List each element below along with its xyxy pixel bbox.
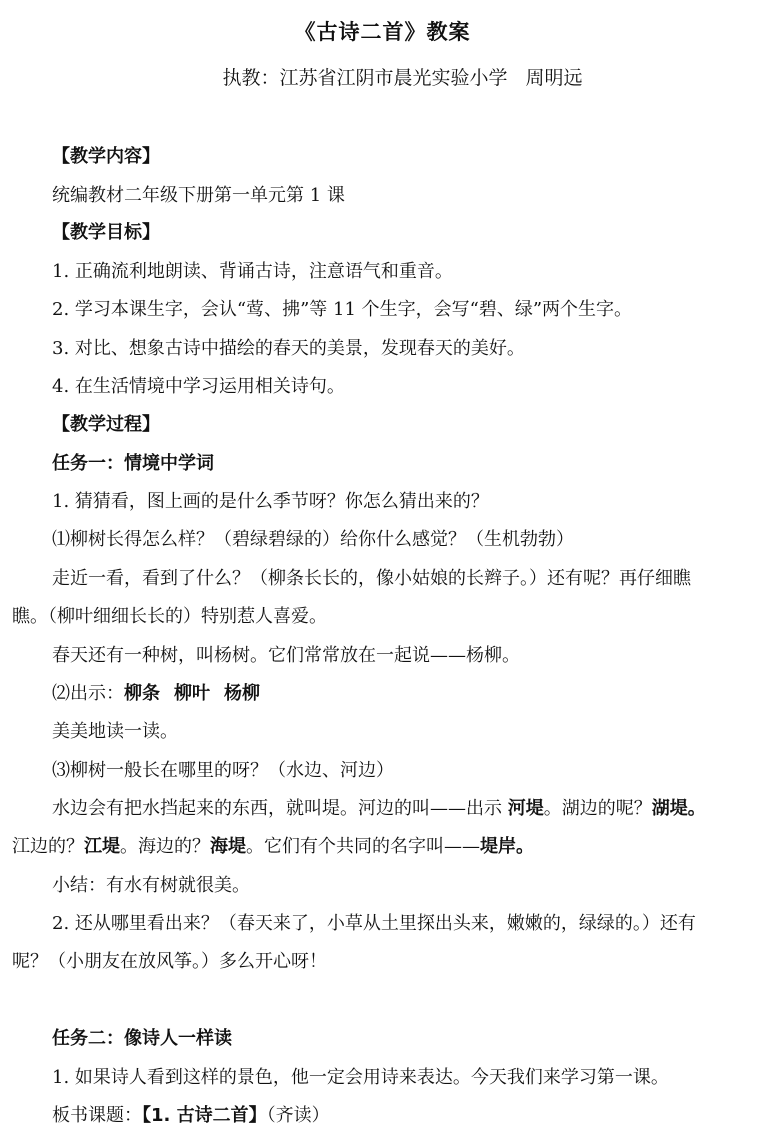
dike-text: 。海边的？ <box>120 836 210 857</box>
dike-term: 海堤 <box>210 836 246 857</box>
dike-term: 江堤 <box>84 836 120 857</box>
goal-item: 3. 对比、想象古诗中描绘的春天的美景，发现春天的美好。 <box>52 338 525 359</box>
goal-item: 2. 学习本课生字，会认“莺、拂”等 11 个生字，会写“碧、绿”两个生字。 <box>52 299 633 320</box>
show-label: ⑵出示： <box>52 683 124 704</box>
task1-heading: 任务一：情境中学词 <box>52 453 214 474</box>
read-instruction: 美美地读一读。 <box>52 721 178 742</box>
word-item: 杨柳 <box>224 683 260 704</box>
task1-question-2-line2: 呢？（小朋友在放风筝。）多么开心呀！ <box>12 951 327 972</box>
task2-heading: 任务二：像诗人一样读 <box>52 1028 232 1049</box>
author-line <box>0 63 765 90</box>
paragraph-willow-line2: 瞧。（柳叶细细长长的）特别惹人喜爱。 <box>12 606 327 627</box>
dike-line2 <box>12 835 534 859</box>
board-label: 板书课题： <box>52 1105 142 1126</box>
word-item: 柳叶 <box>174 683 210 704</box>
dike-text: 江边的？ <box>12 836 84 857</box>
word-item: 柳条 <box>124 683 160 704</box>
board-note: （齐读） <box>266 1105 330 1126</box>
paragraph-poplar: 春天还有一种树，叫杨树。它们常常放在一起说——杨柳。 <box>52 645 520 666</box>
dike-text: 水边会有把水挡起来的东西，就叫堤。河边的叫——出示 <box>52 798 508 819</box>
task1-question-2-line1: 2. 还从哪里看出来？（春天来了，小草从土里探出头来，嫩嫩的，绿绿的。）还有 <box>52 913 696 934</box>
goal-item: 1. 正确流利地朗读、背诵古诗，注意语气和重音。 <box>52 261 453 282</box>
goal-item: 4. 在生活情境中学习运用相关诗句。 <box>52 376 345 397</box>
dike-term: 湖堤。 <box>651 798 706 819</box>
task1-question-1a: ⑴柳树长得怎么样？（碧绿碧绿的）给你什么感觉？（生机勃勃） <box>52 529 574 550</box>
dike-term: 堤岸。 <box>480 836 534 857</box>
task1-question-1: 1. 猜猜看，图上画的是什么季节呀？你怎么猜出来的？ <box>52 491 489 512</box>
dike-text: 。它们有个共同的名字叫—— <box>246 836 480 857</box>
section-heading-process: 【教学过程】 <box>52 414 160 435</box>
paragraph-willow-line1: 走近一看，看到了什么？（柳条长长的，像小姑娘的长辫子。）还有呢？再仔细瞧 <box>52 568 691 589</box>
dike-text: 。湖边的呢？ <box>543 798 652 819</box>
summary: 小结：有水有树就很美。 <box>52 875 250 896</box>
show-words-line <box>52 682 260 706</box>
content-text: 统编教材二年级下册第一单元第 1 课 <box>52 185 345 206</box>
task2-paragraph-1: 1. 如果诗人看到这样的景色，他一定会用诗来表达。今天我们来学习第一课。 <box>52 1067 669 1088</box>
task1-question-1c: ⑶柳树一般长在哪里的呀？（水边、河边） <box>52 760 394 781</box>
board-title-line <box>52 1104 330 1128</box>
author-affiliation: 执教：江苏省江阴市晨光实验小学 <box>222 67 508 89</box>
section-heading-goals: 【教学目标】 <box>52 222 160 243</box>
author-name: 周明远 <box>525 67 583 89</box>
document-title: 《古诗二首》教案 <box>294 20 471 44</box>
section-heading-content: 【教学内容】 <box>52 146 160 167</box>
dike-line1 <box>52 797 706 821</box>
board-title: 【1. 古诗二首】 <box>142 1105 267 1126</box>
dike-term: 河堤 <box>507 798 544 819</box>
